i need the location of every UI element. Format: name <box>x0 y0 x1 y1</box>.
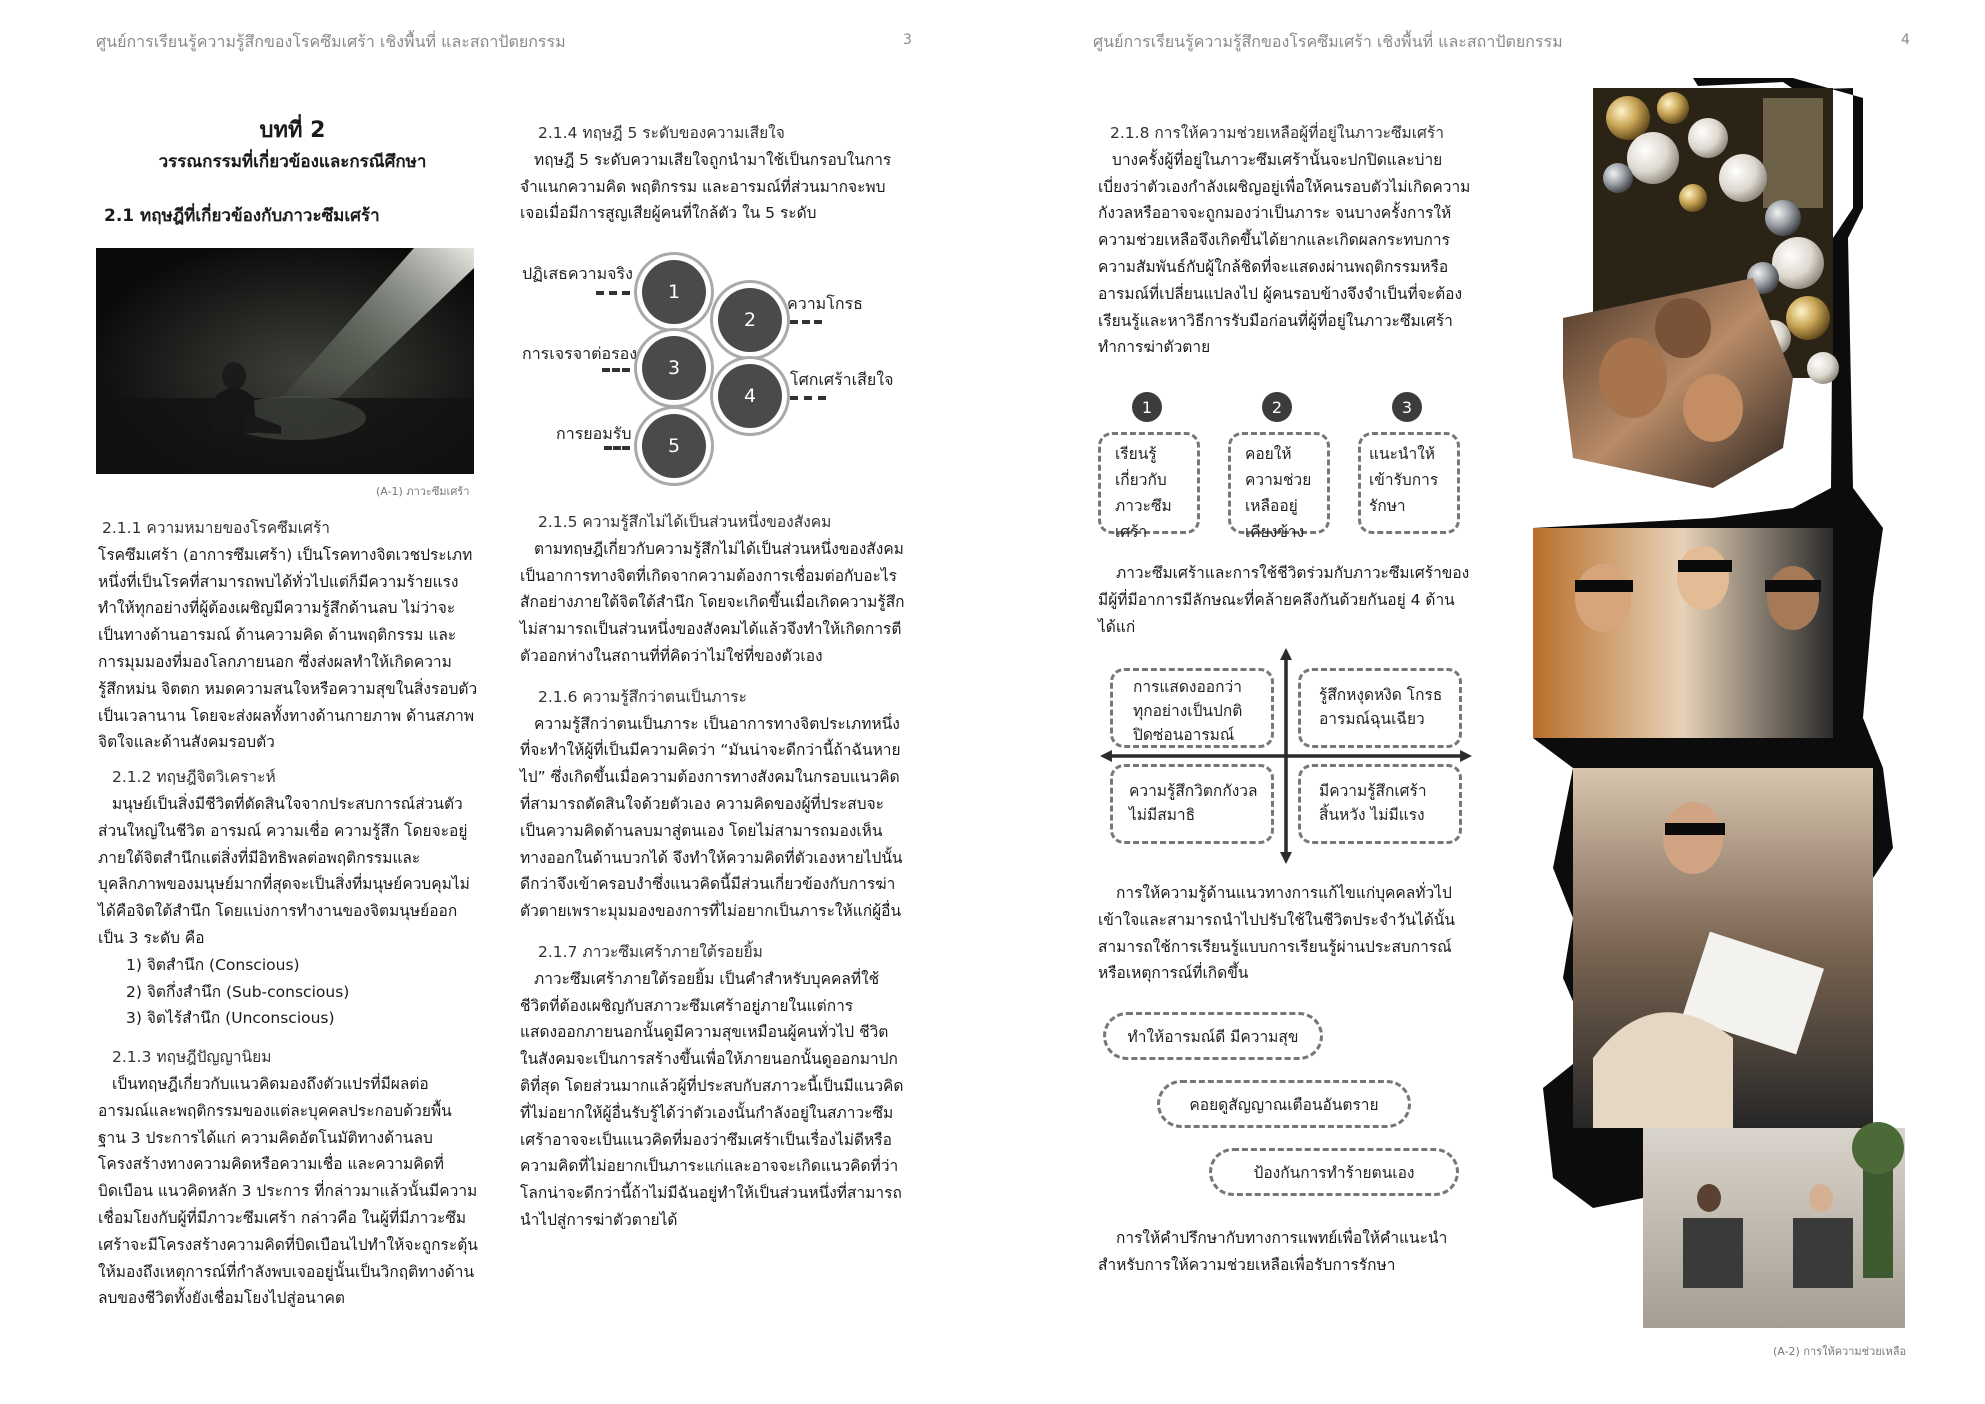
depression-photo <box>96 248 474 474</box>
column-3-top <box>1098 120 1473 361</box>
quadrant-intro-block <box>1098 560 1473 640</box>
step-number-2: 2 <box>1262 392 1292 422</box>
s212-list-item-2: 2) จิตกึ่งสำนึก (Sub-conscious) <box>126 982 350 1001</box>
quadrant-intro: ภาวะซึมเศร้าและการใช้ชีวิตร่วมกับภาวะซึมเศร้าของมีผู้ที่มีอาการมีลักษณะที่คล้ายคลึงกันด้วยกันอยู่ 4 ด้าน ได้แก่ <box>1098 564 1470 636</box>
s218-title: 2.1.8 การให้ความช่วยเหลือผู้ที่อยู่ในภาวะซึมเศร้า <box>1110 124 1444 142</box>
quadrant-box-3: ความรู้สึกวิตกกังวล ไม่มีสมาธิ <box>1110 764 1274 844</box>
grief-stage-label-4: โศกเศร้าเสียใจ <box>790 370 894 389</box>
s216-title: 2.1.6 ความรู้สึกว่าตนเป็นภาระ <box>538 687 747 706</box>
step-box-3: แนะนำให้เข้ารับการรักษา <box>1358 432 1460 534</box>
advice-block <box>1098 880 1473 987</box>
closing-block <box>1098 1225 1473 1279</box>
s215-title: 2.1.5 ความรู้สึกไม่ได้เป็นส่วนหนึ่งของสังคม <box>538 513 832 531</box>
support-collage <box>1533 78 1905 1328</box>
s213-body: เป็นทฤษฎีเกี่ยวกับแนวคิดมองถึงตัวแปรที่มีผลต่ออารมณ์และพฤติกรรมของแต่ละบุคคลประกอบด้วยพื้นฐาน 3 ประการได้แก่ ความคิดอัตโนมัติทางด้านลบ โครงสร้างทางความคิดหรือความเชื่อ และความคิดที่บิดเบือน แนวคิดหลัก 3 ประการ ที่กล่าวมาแล้วนั้นมีความเชื่อมโยงกับผู้ที่มีภาวะซึมเศร้า กล่าวคือ ในผู้ที่มีภาวะซึมเศร้าจะมีโครงสร้างความคิดที่บิดเบือนไปทำให้จะถูกระตุ้นให้มองถึงเหตุการณ์ที่กำลังพบเจออยู่นั้นเป็นวิกฤติทางด้านลบของชีวิตทั้งยังเชื่อมโยงไปสู่อนาคต <box>98 1074 478 1308</box>
s217-body: ภาวะซึมเศร้าภายใต้รอยยิ้ม เป็นคำสำหรับบุคคลที่ใช้ชีวิตที่ต้องเผชิญกับสภาวะซึมเศร้าอยู่ภายในแต่การแสดงออกภายนอกนั้นดูมีความสุขเหมือนผู้คนทั่วไป ชีวิตในสังคมจะเป็นการสร้างขึ้นเพื่อให้ภายนอกนั้นดูออกมาปกติที่สุด โดยส่วนมากแล้วผู้ที่ประสบกับสภาวะนี้เป็นมีแนวคิดที่ไม่อยากให้ผู้อื่นรับรู้ได้ว่าตัวเองนั้นกำลังอยู่ในสภาวะซึมเศร้าอาจจะเป็นแนวคิดที่มองว่าซึมเศร้าเป็นเรื่องไม่ดีหรือความคิดที่ไม่อยากเป็นภาระแก่และอาจจะเกิดแนวคิดที่ว่าโลกน่าจะดีกว่านี้ถ้าไม่มีฉันอยู่ทำให้เป็นส่วนหนึ่งที่สามารถนำไปสู่การฆ่าตัวตายได้ <box>520 969 904 1229</box>
step-box-2: คอยให้ความช่วยเหลืออยู่เคียงข้าง <box>1228 432 1330 534</box>
advice-paragraph: การให้ความรู้ด้านแนวทางการแก้ไขแก่บุคคลทั่วไปเข้าใจและสามารถนำไปปรับใช้ในชีวิตประจำวันได้นั้นสามารถใช้การเรียนรู้แบบการเรียนรู้ผ่านประสบการณ์หรือเหตุการณ์ที่เกิดขึ้น <box>1098 884 1455 983</box>
grief-stage-connector-1 <box>596 291 630 295</box>
grief-stage-label-3: การเจรจาต่อรอง <box>522 344 638 363</box>
chapter-number: บทที่ 2 <box>259 118 326 143</box>
depression-photo-illustration <box>96 248 474 474</box>
s218-body: บางครั้งผู้ที่อยู่ในภาวะซึมเศร้านั้นจะปกปิดและบ่ายเบี่ยงว่าตัวเองกำลังเผชิญอยู่เพื่อให้คนรอบตัวไม่เกิดความกังวลหรืออาจจะถูกมองว่าเป็นภาระ จนบางครั้งการให้ความช่วยเหลือจึงเกิดขึ้นได้ยากและเกิดผลกระทบการความสัมพันธ์กับผู้ใกล้ชิดที่จะแสดงผ่านพฤติกรรมหรืออารมณ์ที่เปลี่ยนแปลงไป ผู้คนรอบข้างจึงจำเป็นที่จะต้องเรียนรู้และหาวิธีการรับมือก่อนที่ผู้ที่อยู่ในภาวะซึมเศร้าทำการฆ่าตัวตาย <box>1098 150 1471 357</box>
s214-title: 2.1.4 ทฤษฎี 5 ระดับของความเสียใจ <box>538 124 785 142</box>
s211-body: โรคซึมเศร้า (อาการซึมเศร้า) เป็นโรคทางจิตเวชประเภทหนึ่งที่เป็นโรคที่สามารถพบได้ทั่วไปแต่ก็มีความร้ายแรงทำให้ทุกอย่างที่ผู้ต้องเผชิญมีความรู้สึกด้านลบ ไม่ว่าจะเป็นทางด้านอารมณ์ ด้านความคิด ด้านพฤติกรรม และการมุมมองที่มองโลกภายนอก ซึ่งส่งผลทำให้เกิดความรู้สึกหม่น จิตตก หมดความสนใจหรือความสุขในสิ่งรอบตัวเป็นเวลานาน โดยจะส่งผลทั้งทางด้านกายภาพ ด้านสภาพจิตใจและด้านสังคมรอบตัว <box>98 545 478 752</box>
header-title-right: ศูนย์การเรียนรู้ความรู้สึกของโรคซึมเศร้า เชิงพื้นที่ และสถาปัตยกรรม <box>1093 32 1563 51</box>
grief-stage-circle-1: 1 <box>642 260 706 324</box>
s214-body: ทฤษฎี 5 ระดับความเสียใจถูกนำมาใช้เป็นกรอบในการจำแนกความคิด พฤติกรรม และอารมณ์ที่ส่วนมากจะพบเจอเมื่อมีการสูญเสียผู้คนที่ใกล้ตัว ใน 5 ระดับ <box>520 150 892 223</box>
column-1 <box>98 515 478 1312</box>
s216-body: ความรู้สึกว่าตนเป็นภาระ เป็นอาการทางจิตประเภทหนึ่งที่จะทำให้ผู้ที่เป็นมีความคิดว่า “มันน่าจะดีกว่านี้ถ้าฉันหายไป” ซึ่งเกิดขึ้นเมื่อความต้องการทางสังคมในกรอบแนวคิดที่สามารถตัดสินใจด้วยตัวเอง ความคิดของผู้ที่ประสบจะเป็นความคิดด้านลบมาสู่ตนเอง โดยไม่สามารถมองเห็นทางออกในด้านบวกได้ จึงทำให้ความคิดที่ตัวเองหายไปนั้นดีกว่าจึงเข้าครอบงำซึ่งแนวคิดนี้มีส่วนเกี่ยวข้องกับการฆ่าตัวตายเพราะมุมมองของการที่ไม่อยากเป็นภาระให้แก่ผู้อื่น <box>520 714 903 921</box>
quadrant-box-1: การแสดงออกว่าทุกอย่างเป็นปกติ ปิดซ่อนอารมณ์ <box>1110 668 1274 748</box>
help-pill-3: ป้องกันการทำร้ายตนเอง <box>1209 1148 1459 1196</box>
grief-stage-connector-3 <box>602 368 630 372</box>
column-2-top <box>520 120 905 227</box>
support-collage-illustration <box>1533 78 1905 1328</box>
chapter-title: วรรณกรรมที่เกี่ยวข้องและกรณีศึกษา <box>158 152 427 172</box>
s212-list-item-1: 1) จิตสำนึก (Conscious) <box>126 955 300 974</box>
grief-stage-label-2: ความโกรธ <box>787 294 863 313</box>
step-number-3: 3 <box>1392 392 1422 422</box>
caption-a2: (A-2) การให้ความช่วยเหลือ <box>1773 1345 1907 1358</box>
quadrant-box-4: มีความรู้สึกเศร้า สิ้นหวัง ไม่มีแรง <box>1298 764 1462 844</box>
help-pill-2: คอยดูสัญญาณเตือนอันตราย <box>1157 1080 1411 1128</box>
closing-paragraph: การให้คำปรึกษากับทางการแพทย์เพื่อให้คำแนะนำสำหรับการให้ความช่วยเหลือเพื่อรับการรักษา <box>1098 1229 1448 1274</box>
s213-title: 2.1.3 ทฤษฎีปัญญานิยม <box>112 1048 272 1067</box>
quadrant-box-2: รู้สึกหงุดหงิด โกรธ อารมณ์ฉุนเฉียว <box>1298 668 1462 748</box>
step-number-1: 1 <box>1132 392 1162 422</box>
grief-stage-connector-2 <box>790 320 822 324</box>
grief-stage-circle-2: 2 <box>718 288 782 352</box>
s215-body: ตามทฤษฎีเกี่ยวกับความรู้สึกไม่ได้เป็นส่วนหนึ่งของสังคมเป็นอาการทางจิตที่เกิดจากความต้องการเชื่อมต่อกับอะไรสักอย่างภายใต้จิตใต้สำนึก โดยจะเกิดขึ้นเมื่อเกิดความรู้สึกไม่สามารถเป็นส่วนหนึ่งของสังคมได้แล้วจึงทำให้เกิดการตีตัวออกห่างในสถานที่ที่คิดว่าไม่ใช่ที่ของตัวเอง <box>520 539 905 665</box>
quadrant-diagram <box>1096 646 1476 866</box>
grief-stages-diagram <box>520 250 910 490</box>
page-number-left: 3 <box>903 32 912 48</box>
grief-stage-circle-5: 5 <box>642 414 706 478</box>
step-box-1: เรียนรู้เกี่ยวกับภาวะซึมเศร้า <box>1098 432 1200 534</box>
header-title-left: ศูนย์การเรียนรู้ความรู้สึกของโรคซึมเศร้า เชิงพื้นที่ และสถาปัตยกรรม <box>96 32 566 51</box>
s217-title: 2.1.7 ภาวะซึมเศร้าภายใต้รอยยิ้ม <box>538 942 763 961</box>
grief-stage-circle-3: 3 <box>642 336 706 400</box>
grief-stage-circle-4: 4 <box>718 364 782 428</box>
column-2-bottom <box>520 509 905 1234</box>
grief-stage-label-5: การยอมรับ <box>556 424 632 443</box>
s212-title: 2.1.2 ทฤษฎีจิตวิเคราะห์ <box>112 768 276 787</box>
right-page <box>993 0 1985 1404</box>
s211-title: 2.1.1 ความหมายของโรคซึมเศร้า <box>102 519 330 537</box>
help-steps <box>1098 392 1478 542</box>
page-number-right: 4 <box>1901 32 1910 48</box>
help-pill-1: ทำให้อารมณ์ดี มีความสุข <box>1103 1012 1323 1060</box>
grief-stage-label-1: ปฏิเสธความจริง <box>522 264 633 283</box>
caption-a1: (A-1) ภาวะซึมเศร้า <box>376 485 470 498</box>
grief-stage-connector-4 <box>790 396 826 400</box>
section-heading: 2.1 ทฤษฎีที่เกี่ยวข้องกับภาวะซึมเศร้า <box>104 206 380 226</box>
s212-list-item-3: 3) จิตไร้สำนึก (Unconscious) <box>126 1009 335 1028</box>
grief-stage-connector-5 <box>604 446 630 450</box>
s212-body: มนุษย์เป็นสิ่งมีชีวิตที่ตัดสินใจจากประสบการณ์ส่วนตัวส่วนใหญ่ในชีวิต อารมณ์ ความเชื่อ ความรู้สึก โดยจะอยู่ภายใต้จิตสำนึกแต่สิ่งที่มีอิทธิพลต่อพฤติกรรมและบุคลิกภาพของมนุษย์มากที่สุดจะเป็นสิ่งที่มนุษย์ควบคุมไม่ได้คือจิตใต้สำนึก โดยแบ่งการทำงานของจิตมนุษย์ออกเป็น 3 ระดับ คือ <box>98 794 470 947</box>
